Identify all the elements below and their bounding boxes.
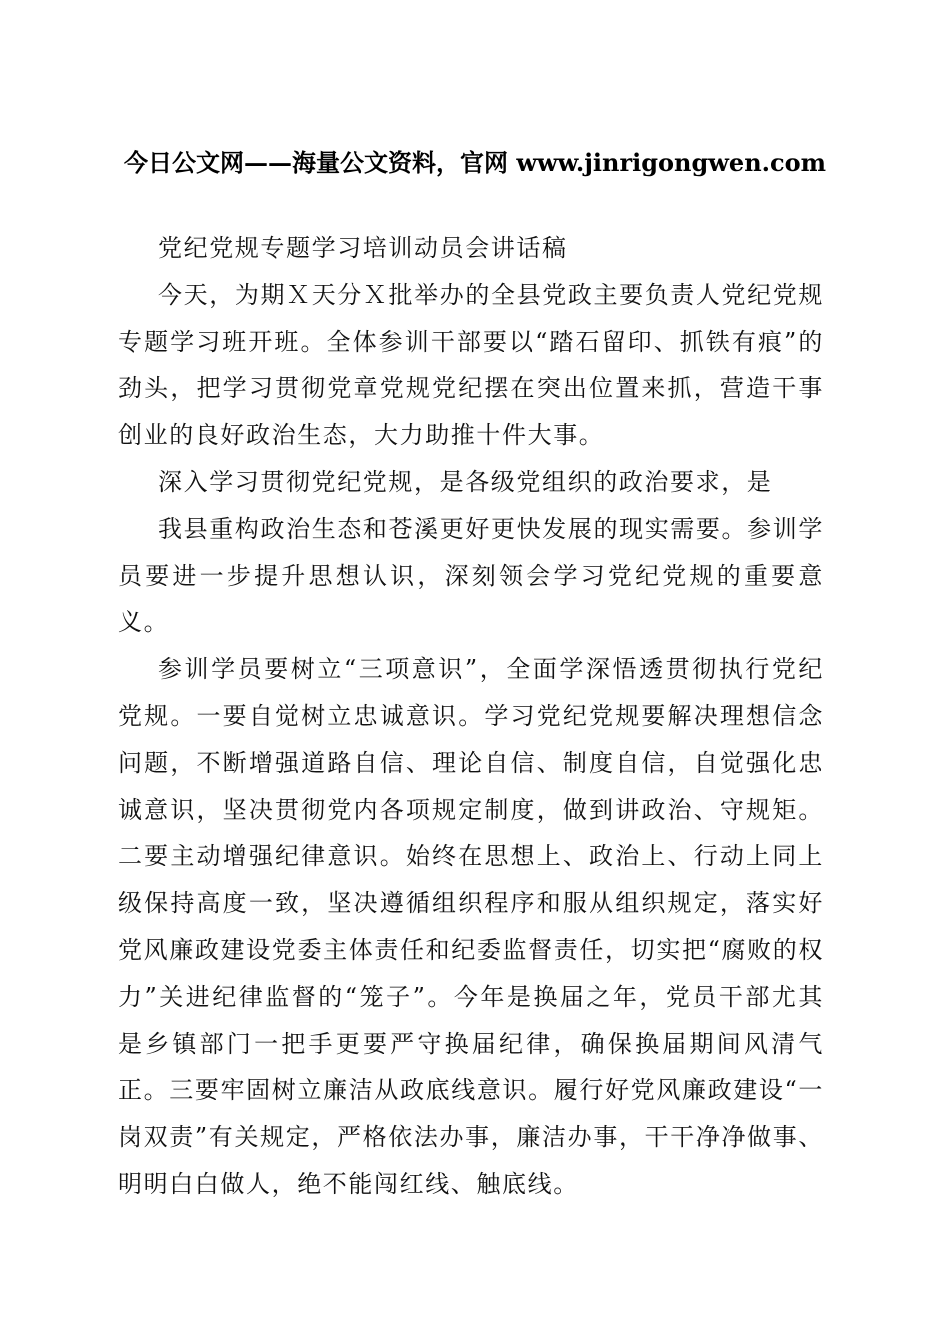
paragraph-4: 参训学员要树立“三项意识”，全面学深悟透贯彻执行党纪党规。一要自觉树立忠诚意识。学习党纪党规要解决理想信念问题，不断增强道路自信、理论自信、制度自信，自觉强化忠诚意识，坚决贯彻党内各项规定制度，做到讲政治、守规矩。二要主动增强纪律意识。始终在思想上、政治上、行动上同上级保持高度一致，坚决遵循组织程序和服从组织规定，落实好党风廉政建设党委主体责任和纪委监督责任，切实把“腐败的权力”关进纪律监督的“笼子”。今年是换届之年，党员干部尤其是乡镇部门一把手更要严守换届纪律，确保换届期间风清气正。三要牢固树立廉洁从政底线意识。履行好党风廉政建设“一岗双责”有关规定，严格依法办事，廉洁办事，干干净净做事、明明白白做人，绝不能闯红线、触底线。: [118, 655, 824, 1198]
document-title: 党纪党规专题学习培训动员会讲话稿: [158, 234, 568, 262]
paragraph-1: 今天，为期Ｘ天分Ｘ批举办的全县党政主要负责人党纪党规专题学习班开班。全体参训干部要以“踏石留印、抓铁有痕”的劲头，把学习贯彻党章党规党纪摆在突出位置来抓，营造干事创业的良好政治生态，大力助推十件大事。: [118, 280, 824, 450]
document-body: [118, 225, 824, 1208]
site-header: 今日公文网——海量公文资料，官网 www.jinrigongwen.com: [123, 148, 827, 177]
paragraph-3: 我县重构政治生态和苍溪更好更快发展的现实需要。参训学员要进一步提升思想认识，深刻领会学习党纪党规的重要意义。: [118, 514, 824, 637]
paragraph-2: 深入学习贯彻党纪党规，是各级党组织的政治要求，是: [158, 467, 773, 496]
